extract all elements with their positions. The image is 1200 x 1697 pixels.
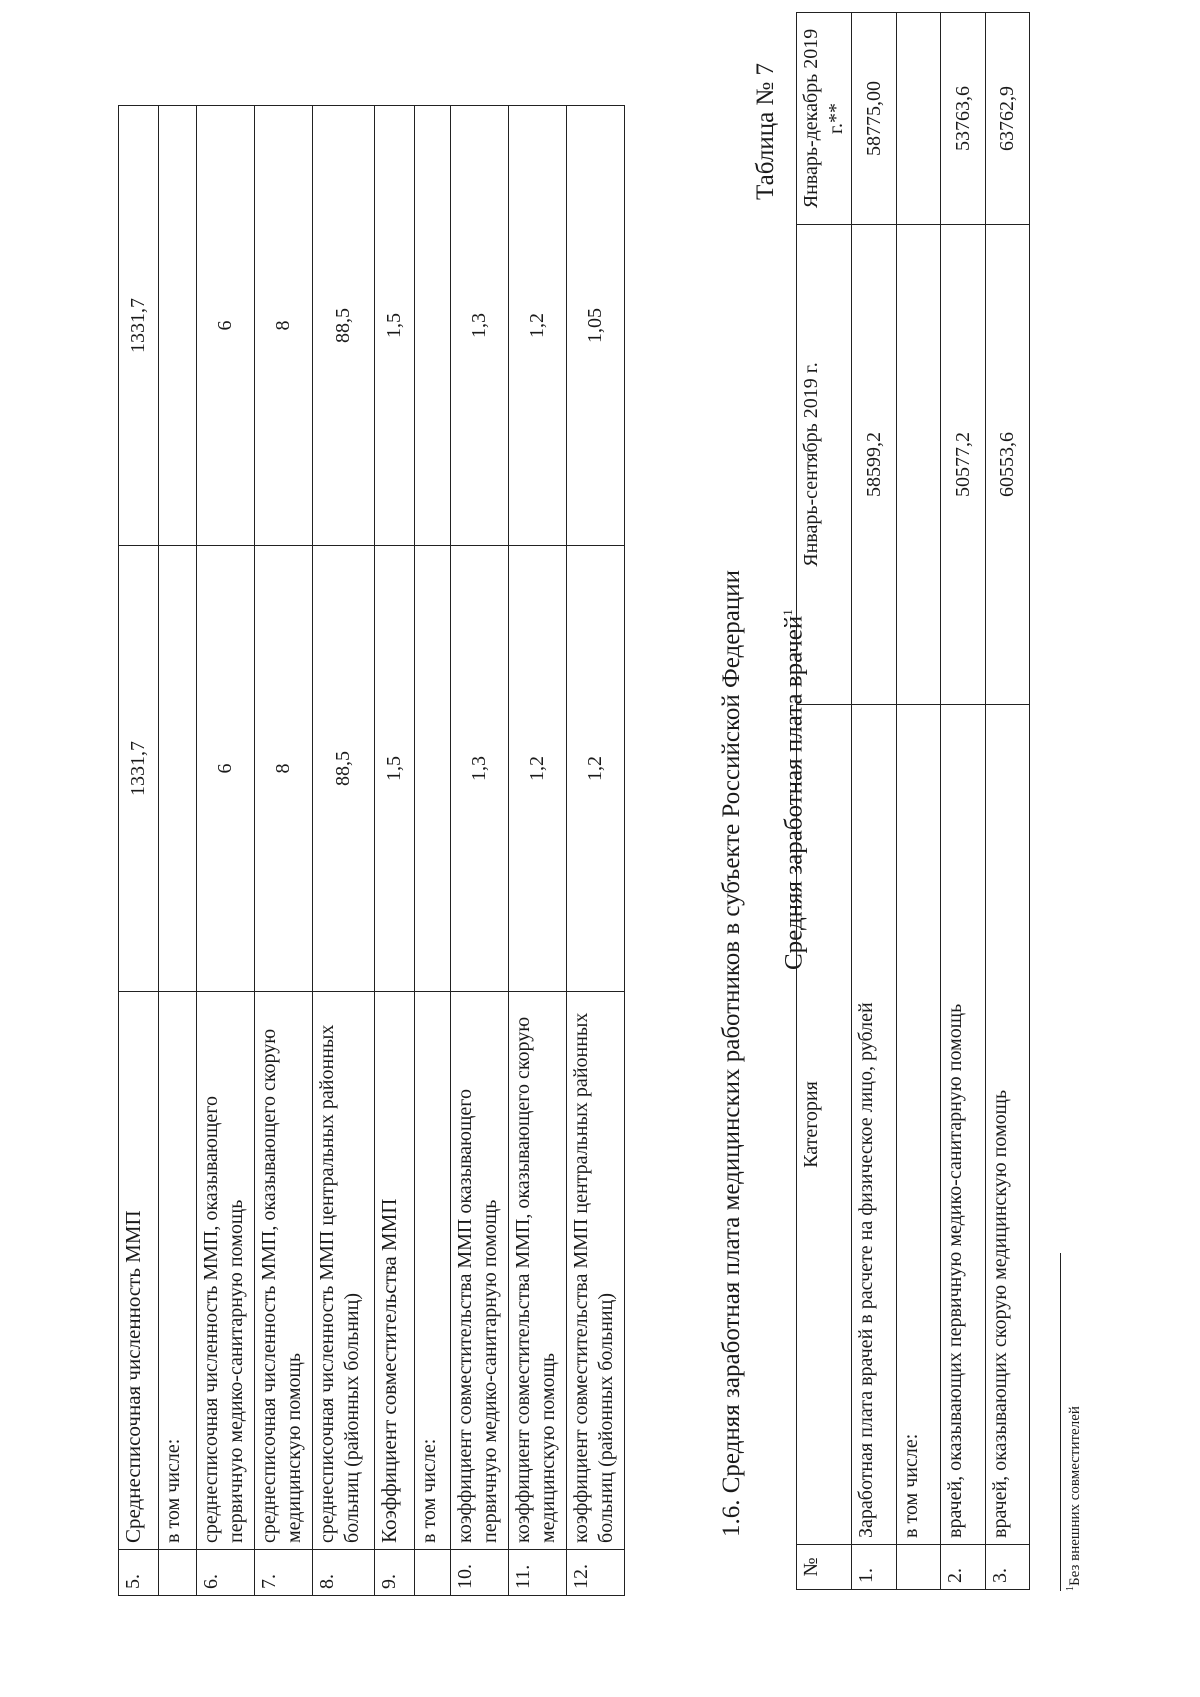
- salary-table: [796, 12, 1030, 1590]
- row-label: коэффициент совместительства ММП центральных районных больниц (районных больниц): [567, 992, 625, 1550]
- footnote-divider: [1060, 1253, 1061, 1591]
- header-number: №: [797, 1545, 852, 1590]
- row-number: 9.: [375, 1550, 415, 1596]
- row-value-1: [159, 546, 197, 992]
- row-label: коэффициент совместительства ММП оказывающего первичную медико-санитарную помощь: [451, 992, 509, 1550]
- row-label: Заработная плата врачей в расчете на физическое лицо, рублей: [852, 705, 897, 1545]
- row-value-2: 88,5: [313, 106, 375, 546]
- row-label: среднесписочная численность ММП центральных районных больниц (районных больниц): [313, 992, 375, 1550]
- footnote-text: Без внешних совместителей: [1067, 1406, 1083, 1586]
- row-value-2: 58775,00: [852, 13, 897, 225]
- table-row: [119, 106, 159, 1596]
- row-value-1: 50577,2: [941, 225, 986, 705]
- row-value-1: [415, 546, 451, 992]
- row-value-2: 6: [197, 106, 255, 546]
- header-col-sep: Январь-сентябрь 2019 г.: [797, 225, 852, 705]
- row-value-2: 1,3: [451, 106, 509, 546]
- row-value-1: [897, 225, 941, 705]
- table-caption-footnote-mark: 1: [780, 609, 795, 616]
- row-value-2: 1,5: [375, 106, 415, 546]
- row-value-1: 1,3: [451, 546, 509, 992]
- staff-table: [118, 105, 625, 1596]
- row-number: 6.: [197, 1550, 255, 1596]
- table-row: [197, 106, 255, 1596]
- table-row: [255, 106, 313, 1596]
- footnote-mark: 1: [1065, 1586, 1076, 1591]
- table-row: [567, 106, 625, 1596]
- row-label: коэффициент совместительства ММП, оказывающего скорую медицинскую помощь: [509, 992, 567, 1550]
- table-row: [451, 106, 509, 1596]
- row-value-1: 8: [255, 546, 313, 992]
- row-number: 11.: [509, 1550, 567, 1596]
- table-row: [986, 13, 1030, 1590]
- row-value-1: 6: [197, 546, 255, 992]
- table-row: [852, 13, 897, 1590]
- table-number: Таблица № 7: [752, 62, 779, 200]
- row-value-1: 58599,2: [852, 225, 897, 705]
- row-value-1: 1,5: [375, 546, 415, 992]
- row-value-2: 63762,9: [986, 13, 1030, 225]
- row-number: 3.: [986, 1545, 1030, 1590]
- row-number: [159, 1550, 197, 1596]
- row-label: среднесписочная численность ММП, оказывающего скорую медицинскую помощь: [255, 992, 313, 1550]
- row-number: 1.: [852, 1545, 897, 1590]
- row-value-2: 1,05: [567, 106, 625, 546]
- row-number: 8.: [313, 1550, 375, 1596]
- row-label: среднесписочная численность ММП, оказывающего первичную медико-санитарную помощь: [197, 992, 255, 1550]
- row-value-1: 60553,6: [986, 225, 1030, 705]
- row-value-2: [415, 106, 451, 546]
- row-number: 2.: [941, 1545, 986, 1590]
- table-row: [897, 13, 941, 1590]
- table-row: [509, 106, 567, 1596]
- table-row: [159, 106, 197, 1596]
- row-value-2: 1,2: [509, 106, 567, 546]
- row-number: 7.: [255, 1550, 313, 1596]
- row-label: в том числе:: [897, 705, 941, 1545]
- row-label: врачей, оказывающих скорую медицинскую помощь: [986, 705, 1030, 1545]
- header-col-dec: Январь-декабрь 2019 г.**: [797, 13, 852, 225]
- row-number: 12.: [567, 1550, 625, 1596]
- table-row: [375, 106, 415, 1596]
- row-value-2: [159, 106, 197, 546]
- row-label: Среднесписочная численность ММП: [119, 992, 159, 1550]
- row-number: [415, 1550, 451, 1596]
- row-value-1: 88,5: [313, 546, 375, 992]
- row-label: Коэффициент совместительства ММП: [375, 992, 415, 1550]
- table-row: [941, 13, 986, 1590]
- row-number: [897, 1545, 941, 1590]
- row-number: 5.: [119, 1550, 159, 1596]
- row-value-2: 53763,6: [941, 13, 986, 225]
- table-caption-text: Средняя заработная плата врачей: [780, 615, 808, 970]
- row-value-2: 8: [255, 106, 313, 546]
- row-value-1: 1,2: [509, 546, 567, 992]
- row-value-2: [897, 13, 941, 225]
- footnote: [1065, 1406, 1084, 1591]
- header-category: Категория: [797, 705, 852, 1545]
- section-title: 1.6. Средняя заработная плата медицинских работников в субъекте Российской Федерации: [718, 569, 745, 1537]
- row-number: 10.: [451, 1550, 509, 1596]
- row-label: в том числе:: [159, 992, 197, 1550]
- row-value-1: 1,2: [567, 546, 625, 992]
- table-row: [313, 106, 375, 1596]
- row-label: врачей, оказывающих первичную медико-санитарную помощь: [941, 705, 986, 1545]
- table-header-row: [797, 13, 852, 1590]
- row-value-2: 1331,7: [119, 106, 159, 546]
- table-row: [415, 106, 451, 1596]
- row-value-1: 1331,7: [119, 546, 159, 992]
- row-label: в том числе:: [415, 992, 451, 1550]
